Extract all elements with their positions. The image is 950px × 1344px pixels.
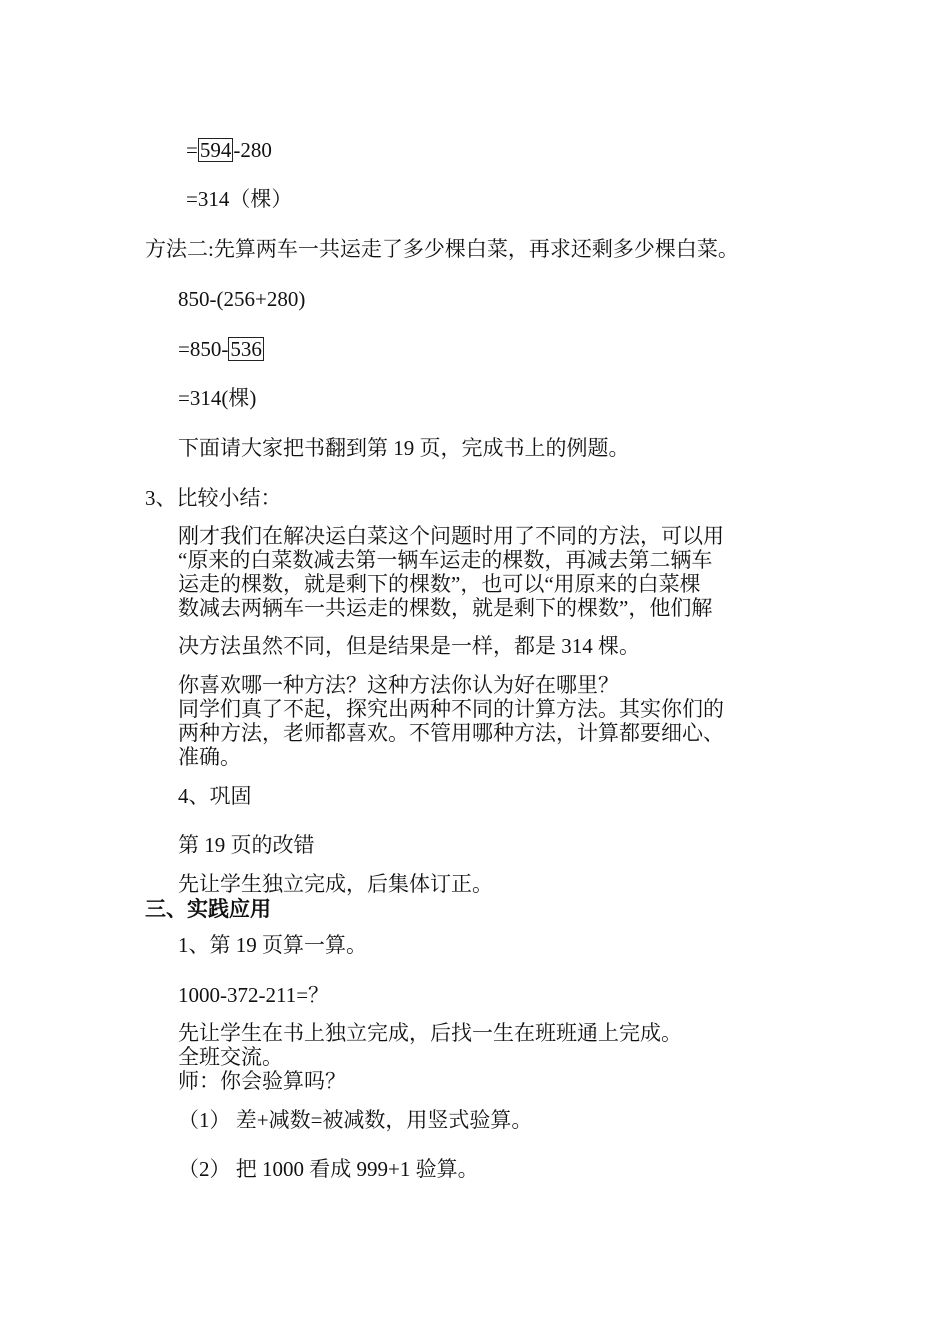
method-two-step-3: =314(棵) [178, 386, 257, 410]
practice-line: 先让学生在书上独立完成，后找一生在班班通上完成。 [178, 1021, 682, 1045]
calc-line-1 [186, 138, 272, 162]
method-two-step-2 [178, 337, 264, 361]
check-method-1: （1） 差+减数=被减数，用竖式验算。 [178, 1108, 533, 1132]
summary-line: 准确。 [178, 745, 241, 769]
boxed-number: 594 [199, 138, 232, 162]
summary-line: 两种方法，老师都喜欢。不管用哪种方法，计算都要细心、 [178, 721, 724, 745]
summary-line: 你喜欢哪一种方法？这种方法你认为好在哪里？ [178, 673, 619, 697]
section-heading: 三、实践应用 [145, 897, 271, 921]
summary-line: 刚才我们在解决运白菜这个问题时用了不同的方法，可以用 [178, 524, 724, 548]
boxed-number: 536 [230, 337, 262, 361]
summary-line: 运走的棵数，就是剩下的棵数”，也可以“用原来的白菜棵 [178, 572, 701, 596]
summary-line: “原来的白菜数减去第一辆车运走的棵数，再减去第二辆车 [178, 548, 713, 572]
equals-sign: = [186, 138, 198, 162]
practice-expression: 1000-372-211=？ [178, 983, 330, 1007]
method-two-step-1: 850-(256+280) [178, 287, 306, 311]
calc-suffix: -280 [233, 138, 272, 162]
practice-line: 师：你会验算吗？ [178, 1069, 346, 1093]
check-method-2: （2） 把 1000 看成 999+1 验算。 [178, 1157, 479, 1181]
step-prefix: =850- [178, 337, 229, 361]
consolidate-heading: 4、巩固 [178, 784, 252, 808]
consolidate-note: 先让学生独立完成，后集体订正。 [178, 872, 493, 896]
practice-line: 全班交流。 [178, 1045, 283, 1069]
summary-line: 决方法虽然不同，但是结果是一样，都是 314 棵。 [178, 634, 640, 658]
summary-heading: 3、比较小结： [145, 486, 282, 510]
practice-item: 1、第 19 页算一算。 [178, 933, 367, 957]
consolidate-item: 第 19 页的改错 [178, 833, 315, 857]
summary-line: 同学们真了不起，探究出两种不同的计算方法。其实你们的 [178, 697, 724, 721]
summary-line: 数减去两辆车一共运走的棵数，就是剩下的棵数”，他们解 [178, 596, 713, 620]
calc-line-2: =314（棵） [186, 187, 293, 211]
instruction-text: 下面请大家把书翻到第 19 页，完成书上的例题。 [178, 436, 630, 460]
method-two-title: 方法二:先算两车一共运走了多少棵白菜，再求还剩多少棵白菜。 [145, 237, 739, 261]
